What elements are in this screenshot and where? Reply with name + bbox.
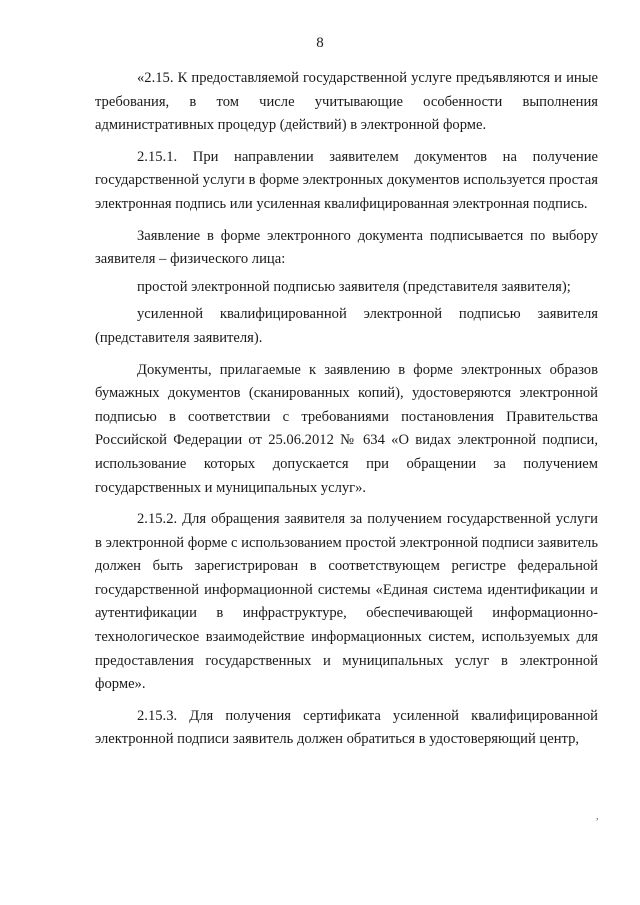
paragraph-2-15: «2.15. К предоставляемой государственной услуге предъявляются и иные требования, в том числе учитывающие особенности выполнения административных процедур (действий) в электронной форме. [95,70,598,134]
paragraph-qualified-signature: усиленной квалифицированной электронной подписью заявителя (представителя заявителя). [95,306,598,346]
paragraph-2-15-1: 2.15.1. При направлении заявителем документов на получение государственной услуги в форме электронных документов используется простая электронная подпись или усиленная квалифицированная электронная подпись. [95,148,598,212]
paragraph-attached-documents: Документы, прилагаемые к заявлению в форме электронных образов бумажных документов (сканированных копий), удостоверяются электронной подписью в соответствии с требованиями постановления Правительства Российской Федерации от 25.06.2012 № 634 «О видах электронной подписи, использование которых допускается при обращении за получением государственных и муниципальных услуг». [95,361,598,496]
paragraph-application-signing: Заявление в форме электронного документа подписывается по выбору заявителя – физического лица: [95,227,598,268]
page-number: 8 [316,35,324,51]
paragraph-simple-signature: простой электронной подписью заявителя (представителя заявителя); [137,278,571,295]
scan-speck: , [596,811,599,822]
paragraph-2-15-2: 2.15.2. Для обращения заявителя за получением государственной услуги в электронной форме с использованием простой электронной подписи заявитель должен быть зарегистрирован в соответствующем регистре федеральной государственной информационной системы «Единая система идентификации и аутентификации в инфраструктуре, обеспечивающей информационно-технологическое взаимодействие информационных систем, используемых для предоставления государственных и муниципальных услуг в электронной форме». [95,511,598,693]
paragraph-2-15-3: 2.15.3. Для получения сертификата усиленной квалифицированной электронной подписи заявитель должен обратиться в удостоверяющий центр, [95,707,598,748]
document-body [95,67,598,760]
